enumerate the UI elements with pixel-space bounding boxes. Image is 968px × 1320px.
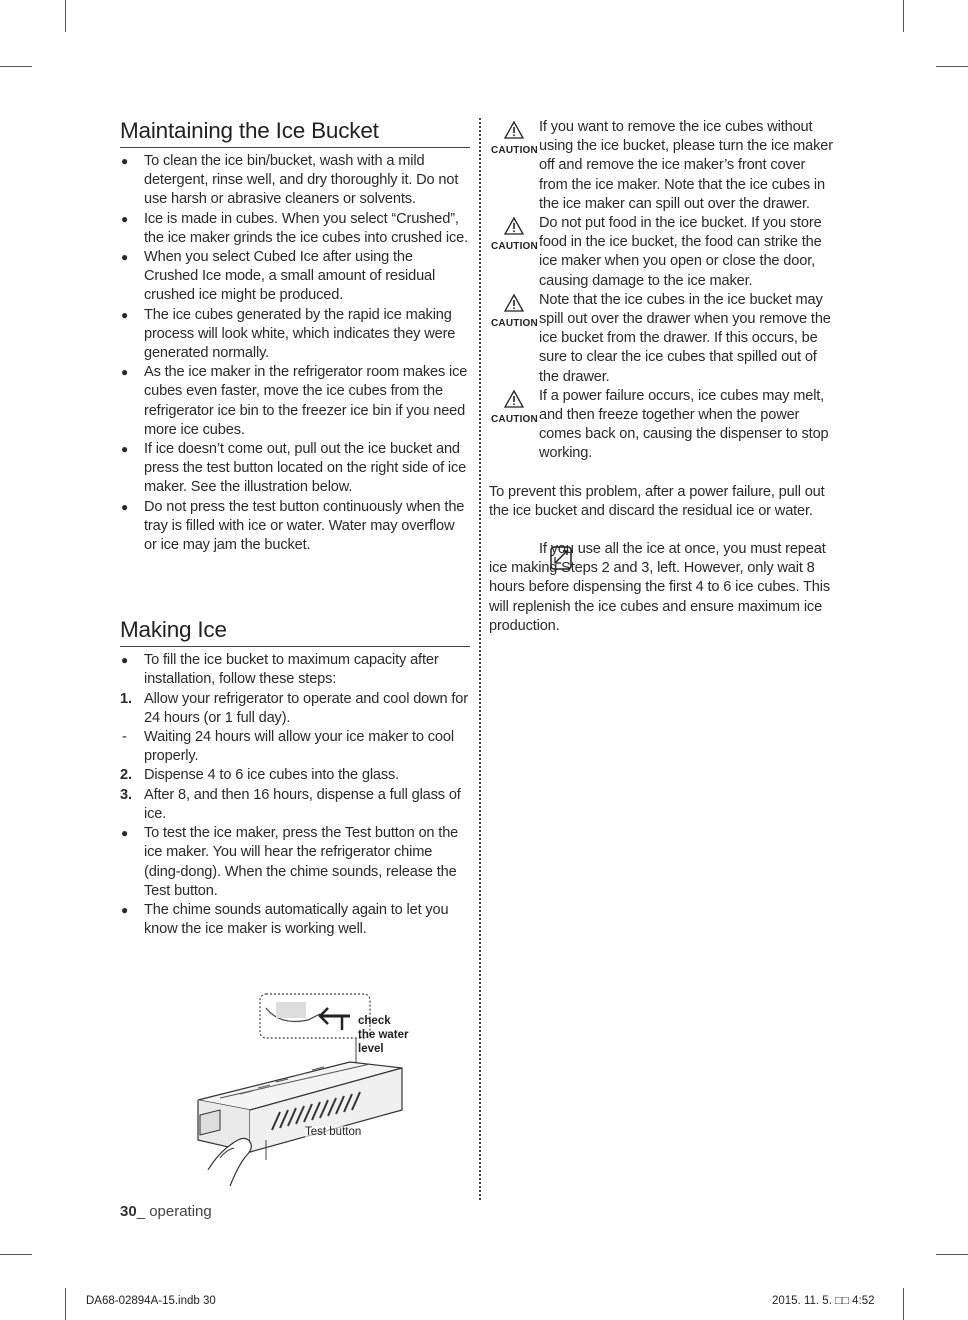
step-number: 2. <box>120 767 132 784</box>
list-item: ● To fill the ice bucket to maximum capacity after installation, follow these steps: <box>121 652 439 688</box>
making-heading: Making Ice <box>120 617 470 647</box>
bullet-icon: ● <box>121 442 129 457</box>
crop-mark <box>0 1254 32 1255</box>
caution-icon: CAUTION <box>489 216 539 250</box>
column-divider <box>479 118 481 1200</box>
crop-mark <box>65 0 66 32</box>
section-name: _ operating <box>136 1203 212 1220</box>
caution-block: CAUTION If you want to remove the ice cubes without using the ice bucket, please turn the ice maker off and remove the ice maker’s front cover from the ice maker. Note that the ice cubes in the ice maker can spill out over the drawer. <box>491 119 833 212</box>
note-icon <box>499 543 575 577</box>
list-item: ● As the ice maker in the refrigerator room makes ice cubes even faster, move the ice cubes from the refrigerator ice bin to the freezer ice bin if you need more ice cubes. <box>121 364 468 438</box>
maintaining-section <box>120 118 470 555</box>
test-button-label: Test button <box>305 1126 362 1138</box>
step-number: 3. <box>120 786 132 803</box>
list-item: 2. Dispense 4 to 6 ice cubes into the glass. <box>120 766 470 785</box>
list-item: ● Ice is made in cubes. When you select “Crushed”, the ice maker grinds the ice cubes into crushed ice. <box>121 210 468 246</box>
crop-mark <box>65 1288 66 1320</box>
step-dash: - <box>122 729 127 746</box>
caution-icon: CAUTION <box>489 389 539 423</box>
warning-triangle-icon <box>503 216 525 236</box>
list-item: ● Do not press the test button continuously when the tray is filled with ice or water. Water may overflow or ice may jam the bucket. <box>121 498 465 554</box>
print-slug-right: 2015. 11. 5. □□ 4:52 <box>772 1295 875 1307</box>
warning-triangle-icon <box>503 389 525 409</box>
list-item: ● To test the ice maker, press the Test button on the ice maker. You will hear the refrigerator chime (ding-dong). When the chime sounds, release the Test button. <box>121 825 459 899</box>
caution-block: CAUTION Note that the ice cubes in the ice bucket may spill out over the drawer when you remove the ice bucket from the drawer. If this occurs, be sure to clear the ice cubes that spilled out of the drawer. <box>491 291 831 385</box>
right-column <box>489 118 835 636</box>
left-column <box>120 118 470 939</box>
list-item: ● To clean the ice bin/bucket, wash with a mild detergent, rinse well, and dry thoroughly it. Do not use harsh or abrasive cleaners or solvents. <box>121 153 459 208</box>
bullet-icon: ● <box>121 154 129 168</box>
check-water-label: check the water level <box>358 1015 409 1055</box>
list-item: ● If ice doesn’t come out, pull out the ice bucket and press the test button located on the right side of ice maker. See the illustration below. <box>121 441 467 496</box>
caution-block: CAUTION Do not put food in the ice bucket. If you store food in the ice bucket, the food can strike the ice maker when you open or close the door, causing damage to the ice maker. <box>491 215 822 289</box>
bullet-icon: ● <box>121 826 129 841</box>
page-number: 30 <box>120 1203 137 1220</box>
list-item: ● The chime sounds automatically again to let you know the ice maker is working well. <box>121 901 449 938</box>
print-slug-left: DA68-02894A-15.indb 30 <box>86 1295 216 1307</box>
warning-triangle-icon <box>503 120 525 140</box>
caution-icon: CAUTION <box>489 120 539 154</box>
maintaining-heading: Maintaining the Ice Bucket <box>120 118 470 148</box>
list-item: 3. After 8, and then 16 hours, dispense a full glass of ice. <box>120 786 461 822</box>
caution-block: CAUTION If a power failure occurs, ice cubes may melt, and then freeze together when the power comes back on, causing the dispenser to stop working. <box>491 387 829 462</box>
warning-triangle-icon <box>503 293 525 313</box>
page-footer <box>120 1203 212 1220</box>
crop-mark <box>0 66 32 67</box>
prevent-paragraph: To prevent this problem, after a power failure, pull out the ice bucket and discard the residual ice or water. <box>489 483 825 519</box>
maintaining-list <box>120 152 470 555</box>
bullet-icon: ● <box>121 211 129 226</box>
bullet-icon: ● <box>121 307 129 322</box>
bullet-icon: ● <box>121 653 129 668</box>
crop-mark <box>936 66 968 67</box>
crop-mark <box>903 0 904 32</box>
ice-maker-illustration <box>180 990 430 1200</box>
list-item: ● The ice cubes generated by the rapid ice making process will look white, which indicates they were generated normally. <box>121 306 456 362</box>
list-item: ● When you select Cubed Ice after using the Crushed Ice mode, a small amount of residual crushed ice might be produced. <box>121 249 436 304</box>
list-item: 1. Allow your refrigerator to operate and cool down for 24 hours (or 1 full day). <box>120 690 468 726</box>
bullet-icon: ● <box>121 250 129 265</box>
making-list <box>120 651 470 939</box>
crop-mark <box>903 1288 904 1320</box>
bullet-icon: ● <box>121 902 129 917</box>
making-section <box>120 617 470 939</box>
caution-icon: CAUTION <box>489 293 539 327</box>
step-number: 1. <box>120 690 132 707</box>
list-item: - Waiting 24 hours will allow your ice maker to cool properly. <box>122 729 454 765</box>
crop-mark <box>936 1254 968 1255</box>
note-block: If you use all the ice at once, you must repeat ice making Steps 2 and 3, left. However, only wait 8 hours before dispensing the first 4 to 6 ice cubes. This will replenish the ice cubes and ensure maximum ice production. <box>489 541 830 634</box>
bullet-icon: ● <box>121 499 129 514</box>
bullet-icon: ● <box>121 365 129 380</box>
